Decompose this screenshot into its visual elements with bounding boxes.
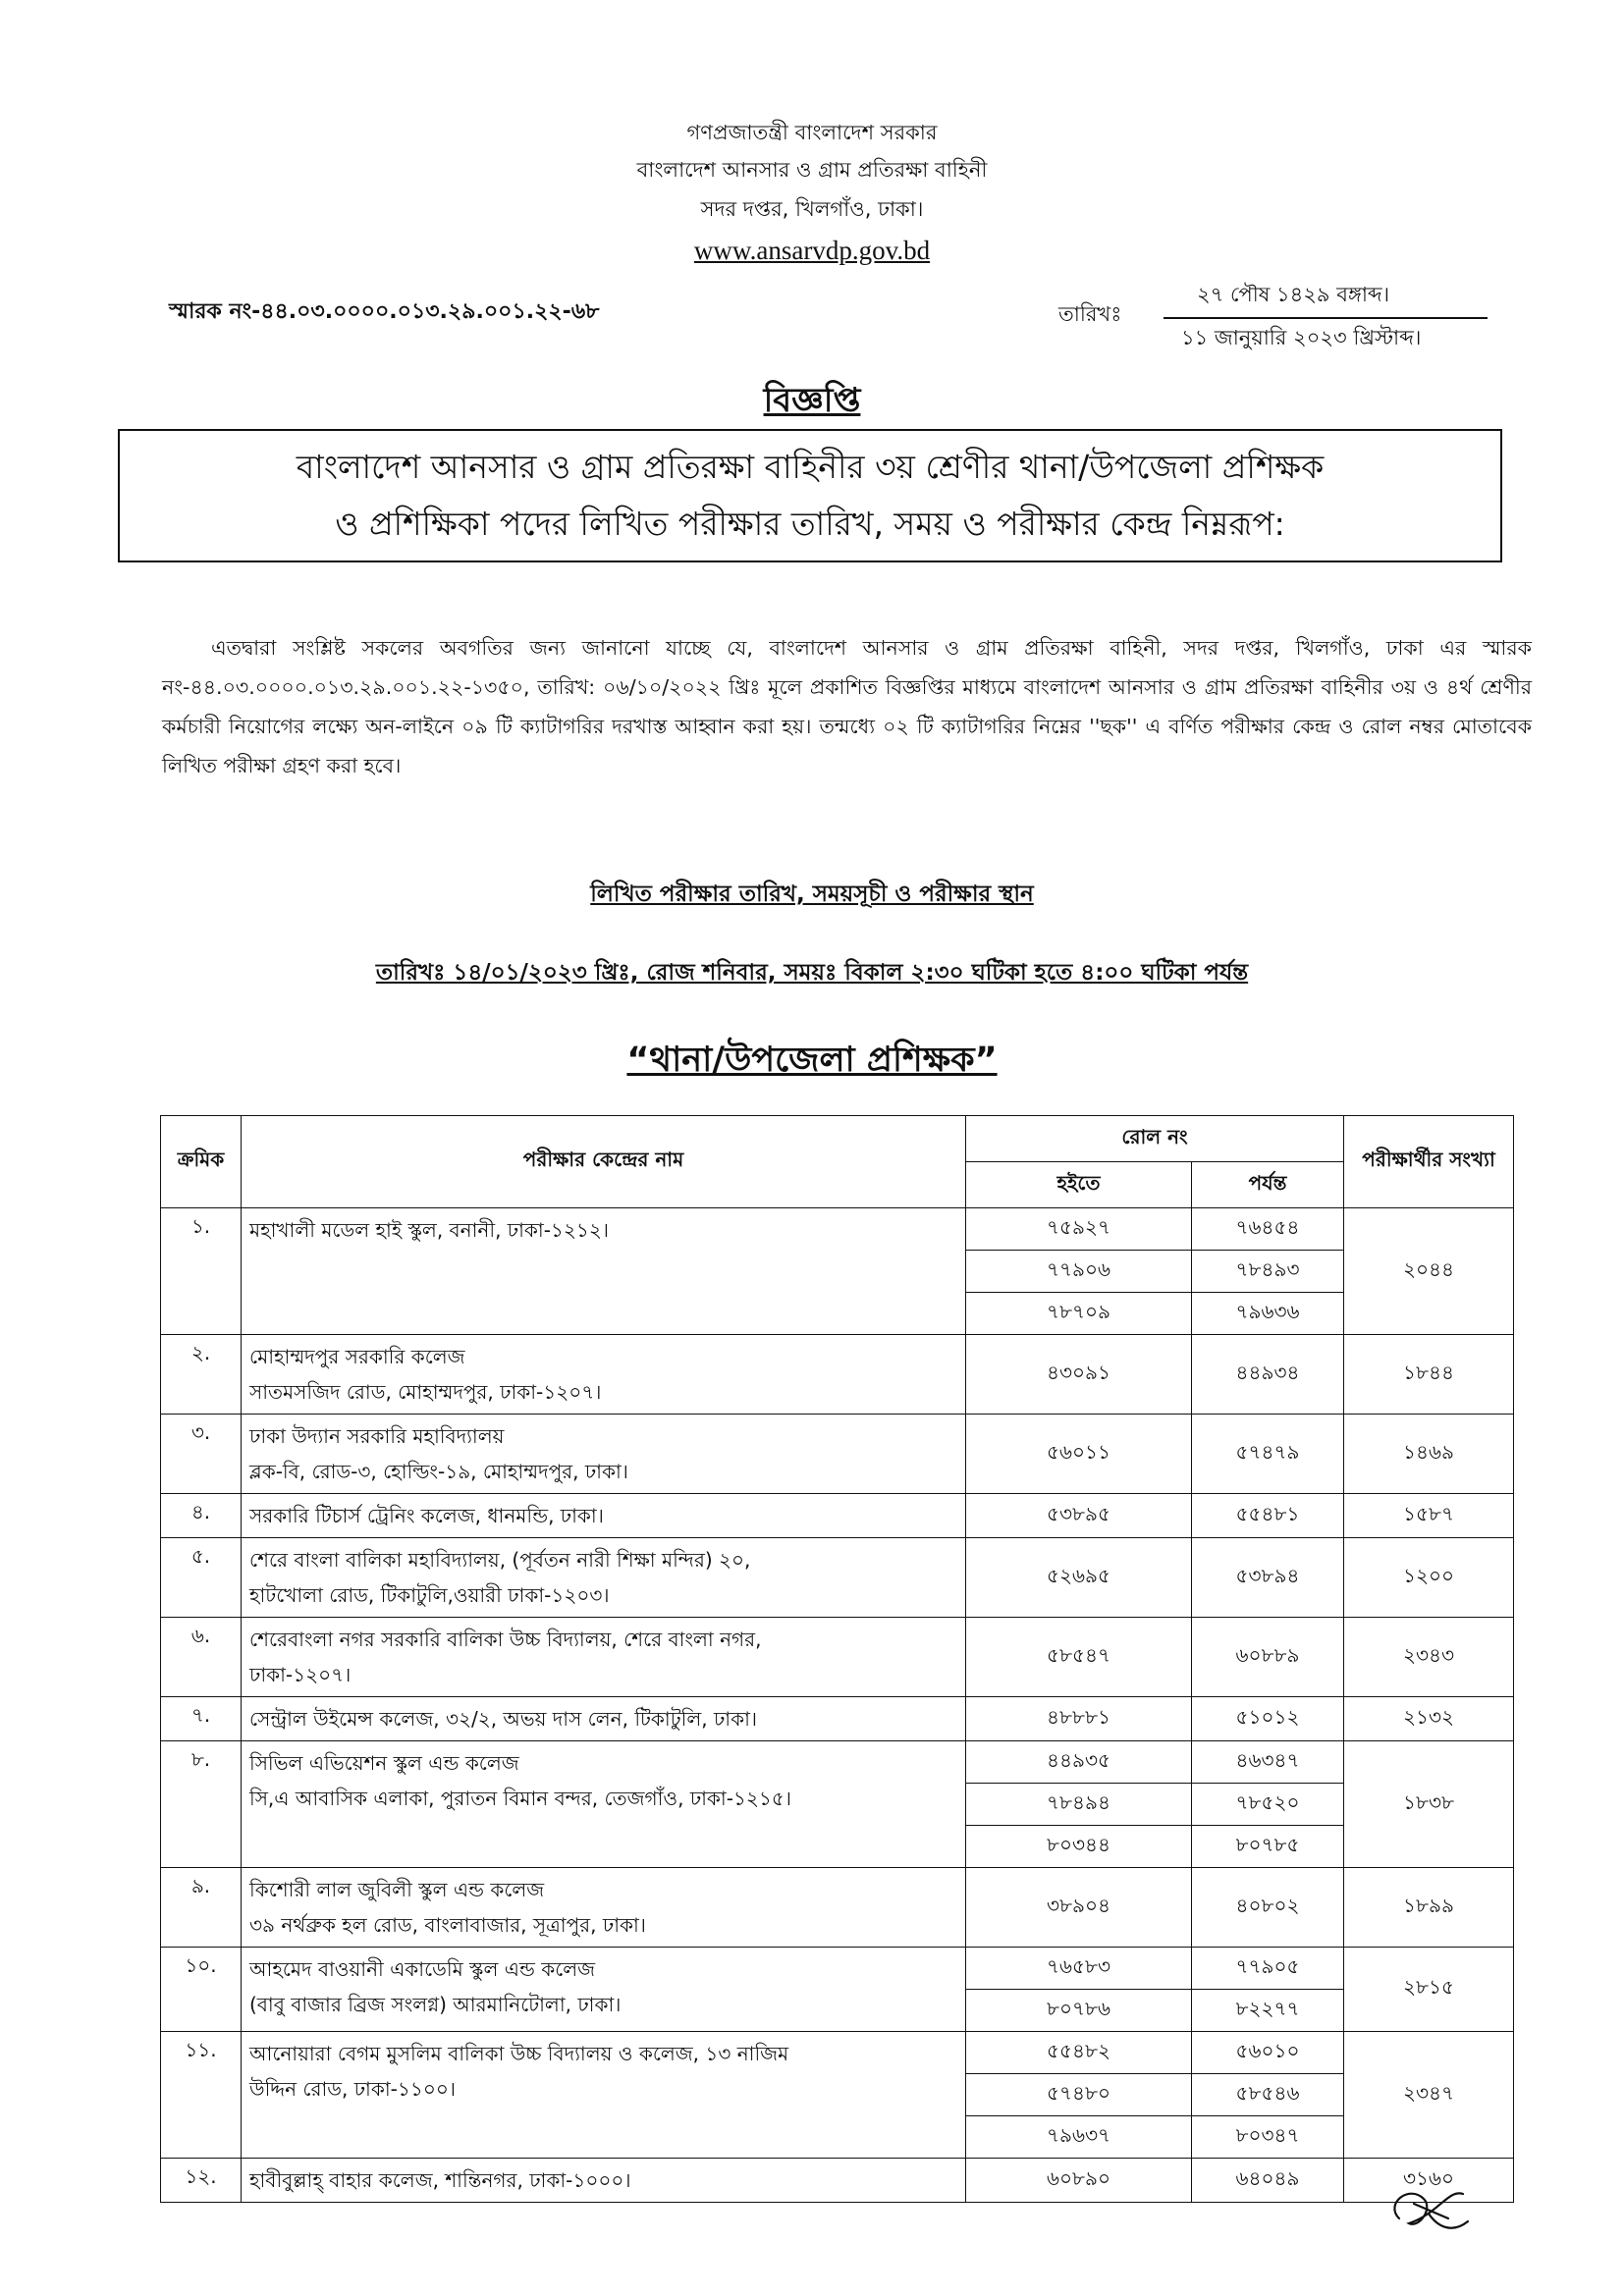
center-name-line: ৩৯ নর্থব্রুক হল রোড, বাংলাবাজার, সূত্রাপুর, ঢাকা।: [249, 1913, 646, 1937]
table-row: [161, 1208, 1514, 1251]
row-center-name: [242, 1868, 966, 1948]
roll-to: ৫৬০১০: [1192, 2032, 1344, 2074]
row-center-name: [242, 1697, 966, 1741]
table-row: [161, 1618, 1514, 1697]
center-name-line: আনোয়ারা বেগম মুসলিম বালিকা উচ্চ বিদ্যালয় ও কলেজ, ১৩ নাজিম: [249, 2042, 789, 2065]
row-total: ৩১৬০: [1344, 2159, 1514, 2203]
roll-from: ৪৩০৯১: [966, 1335, 1192, 1415]
row-total: ২১৩২: [1344, 1697, 1514, 1741]
roll-from: ৪৪৯৩৫: [966, 1741, 1192, 1784]
row-serial: ৮.: [161, 1741, 242, 1868]
table-row: [161, 1868, 1514, 1948]
center-name-line: হাবীবুল্লাহ্‌ বাহার কলেজ, শান্তিনগর, ঢাকা-১০০০।: [249, 2168, 631, 2192]
row-total: ২৩৪৩: [1344, 1618, 1514, 1697]
notice-title: বিজ্ঞপ্তি: [763, 381, 861, 420]
intro-paragraph: এতদ্বারা সংশ্লিষ্ট সকলের অবগতির জন্য জানানো যাচ্ছে যে, বাংলাদেশ আনসার ও গ্রাম প্রতিরক্ষা বাহিনী, সদর দপ্তর, খিলগাঁও, ঢাকা এর স্মারক নং-৪৪.০৩.০০০০.০১৩.২৯.০০১.২২-১৩৫০, তারিখ: ০৬/১০/২০২২ খ্রিঃ মূলে প্রকাশিত বিজ্ঞপ্তির মাধ্যমে বাংলাদেশ আনসার ও গ্রাম প্রতিরক্ষা বাহিনীর ৩য় ও ৪র্থ শ্রেণীর কর্মচারী নিয়োগের লক্ষ্যে অন-লাইনে ০৯ টি ক্যাটাগরির দরখাস্ত আহ্বান করা হয়। তন্মধ্যে ০২ টি ক্যাটাগরির নিম্নের ''ছক'' এ বর্ণিত পরীক্ষার কেন্দ্র ও রোল নম্বর মোতাবেক লিখিত পরীক্ষা গ্রহণ করা হবে।: [162, 636, 1532, 777]
roll-to: ৫৮৫৪৬: [1192, 2074, 1344, 2116]
center-name-line: (বাবু বাজার ব্রিজ সংলগ্ন) আরমানিটোলা, ঢাকা।: [249, 1993, 622, 2016]
table-row: [161, 1494, 1514, 1538]
table-row: [161, 1415, 1514, 1494]
center-name-line: সাতমসজিদ রোড, মোহাম্মদপুর, ঢাকা-১২০৭।: [249, 1380, 602, 1404]
row-center-name: [242, 1208, 966, 1335]
roll-to: ৭৬৪৫৪: [1192, 1208, 1344, 1251]
roll-from: ৪৮৮৮১: [966, 1697, 1192, 1741]
exam-centers-table: [160, 1115, 1514, 2203]
row-center-name: [242, 1494, 966, 1538]
subject-line-2: ও প্রশিক্ষিকা পদের লিখিত পরীক্ষার তারিখ, সময় ও পরীক্ষার কেন্দ্র নিম্নরূপ:: [335, 505, 1285, 543]
section-heading: লিখিত পরীক্ষার তারিখ, সময়সূচী ও পরীক্ষার স্থান: [590, 881, 1034, 907]
roll-to: ৮০৭৮৫: [1192, 1826, 1344, 1868]
center-name-line: সি,এ আবাসিক এলাকা, পুরাতন বিমান বন্দর, তেজগাঁও, ঢাকা-১২১৫।: [249, 1787, 792, 1810]
header-roll: রোল নং: [966, 1116, 1344, 1162]
header-serial: ক্রমিক: [161, 1116, 242, 1208]
row-center-name: [242, 1415, 966, 1494]
row-total: ১৫৮৭: [1344, 1494, 1514, 1538]
row-center-name: [242, 1538, 966, 1618]
row-serial: ১০.: [161, 1948, 242, 2032]
row-total: ১৮৩৮: [1344, 1741, 1514, 1868]
row-total: ১৪৬৯: [1344, 1415, 1514, 1494]
roll-from: ৭৮৭০৯: [966, 1293, 1192, 1335]
memo-number: স্মারক নং-৪৪.০৩.০০০০.০১৩.২৯.০০১.২২-৬৮: [169, 299, 600, 324]
table-row: [161, 1741, 1514, 1784]
center-name-line: ঢাকা-১২০৭।: [249, 1663, 352, 1686]
row-total: ২৩৪৭: [1344, 2032, 1514, 2159]
row-serial: ৫.: [161, 1538, 242, 1618]
center-name-line: সরকারি টিচার্স ট্রেনিং কলেজ, ধানমন্ডি, ঢাকা।: [249, 1504, 604, 1527]
date-bangla: ২৭ পৌষ ১৪২৯ বঙ্গাব্দ।: [1164, 279, 1488, 319]
roll-to: ৬৪০৪৯: [1192, 2159, 1344, 2203]
row-serial: ৪.: [161, 1494, 242, 1538]
row-serial: ১১.: [161, 2032, 242, 2159]
center-name-line: কিশোরী লাল জুবিলী স্কুল এন্ড কলেজ: [249, 1878, 545, 1901]
roll-from: ৫৬০১১: [966, 1415, 1192, 1494]
header-from: হইতে: [966, 1162, 1192, 1208]
row-center-name: [242, 2159, 966, 2203]
row-serial: ৭.: [161, 1697, 242, 1741]
center-name-line: মহাখালী মডেল হাই স্কুল, বনানী, ঢাকা-১২১২।: [249, 1218, 610, 1242]
exam-date: তারিখঃ ১৪/০১/২০২৩ খ্রিঃ, রোজ শনিবার, সময়ঃ বিকাল ২:৩০ ঘটিকা হতে ৪:০০ ঘটিকা পর্যন্ত: [375, 960, 1249, 986]
table-row: [161, 1948, 1514, 1990]
table-row: [161, 1538, 1514, 1618]
notice-title-wrap: [0, 375, 1624, 431]
roll-from: ৭৭৯০৬: [966, 1251, 1192, 1293]
roll-from: ৫৮৫৪৭: [966, 1618, 1192, 1697]
roll-from: ৫৩৮৯৫: [966, 1494, 1192, 1538]
row-total: ২০৪৪: [1344, 1208, 1514, 1335]
roll-from: ৩৮৯০৪: [966, 1868, 1192, 1948]
signature-mark: [1380, 2174, 1478, 2243]
category-title: “থানা/উপজেলা প্রশিক্ষক”: [626, 1041, 998, 1080]
roll-from: ৫৫৪৮২: [966, 2032, 1192, 2074]
roll-from: ৭৮৪৯৪: [966, 1784, 1192, 1826]
row-serial: ২.: [161, 1335, 242, 1415]
header-to: পর্যন্ত: [1192, 1162, 1344, 1208]
roll-to: ৫৭৪৭৯: [1192, 1415, 1344, 1494]
center-name-line: সেন্ট্রাল উইমেন্স কলেজ, ৩২/২, অভয় দাস লেন, টিকাটুলি, ঢাকা।: [249, 1707, 758, 1731]
row-total: ২৮১৫: [1344, 1948, 1514, 2032]
center-name-line: উদ্দিন রোড, ঢাকা-১১০০।: [249, 2077, 456, 2101]
roll-from: ৮০৩৪৪: [966, 1826, 1192, 1868]
roll-to: ৪৪৯৩৪: [1192, 1335, 1344, 1415]
roll-to: ৭৭৯০৫: [1192, 1948, 1344, 1990]
row-serial: ৬.: [161, 1618, 242, 1697]
row-serial: ৯.: [161, 1868, 242, 1948]
row-center-name: [242, 1948, 966, 2032]
org-address: সদর দপ্তর, খিলগাঁও, ঢাকা।: [700, 197, 924, 221]
date-label: তারিখঃ: [1058, 302, 1122, 326]
exam-date-wrap: [0, 954, 1624, 992]
roll-to: ৬০৮৮৯: [1192, 1618, 1344, 1697]
row-center-name: [242, 2032, 966, 2159]
roll-from: ৭৯৬৩৭: [966, 2116, 1192, 2159]
roll-from: ৭৬৫৮৩: [966, 1948, 1192, 1990]
roll-to: ৭৯৬৩৬: [1192, 1293, 1344, 1335]
center-name-line: সিভিল এভিয়েশন স্কুল এন্ড কলেজ: [249, 1751, 519, 1775]
section-heading-wrap: [0, 876, 1624, 914]
roll-to: ৫৫৪৮১: [1192, 1494, 1344, 1538]
center-name-line: মোহাম্মদপুর সরকারি কলেজ: [249, 1345, 465, 1368]
roll-to: ৫৩৮৯৪: [1192, 1538, 1344, 1618]
table-body: [161, 1208, 1514, 2203]
center-name-line: ঢাকা উদ্যান সরকারি মহাবিদ্যালয়: [249, 1424, 505, 1448]
row-total: ১৮৯৯: [1344, 1868, 1514, 1948]
roll-to: ৪৬৩৪৭: [1192, 1741, 1344, 1784]
header-center: পরীক্ষার কেন্দ্রের নাম: [242, 1116, 966, 1208]
table-row: [161, 2032, 1514, 2074]
roll-to: ৪০৮০২: [1192, 1868, 1344, 1948]
row-total: ১৮৪৪: [1344, 1335, 1514, 1415]
row-serial: ১২.: [161, 2159, 242, 2203]
category-title-wrap: [0, 1033, 1624, 1091]
website-link[interactable]: www.ansarvdp.gov.bd: [693, 236, 931, 265]
center-name-line: হাটখোলা রোড, টিকাটুলি,ওয়ারী ঢাকা-১২০৩।: [249, 1583, 610, 1607]
roll-from: ৭৫৯২৭: [966, 1208, 1192, 1251]
roll-to: ৮২২৭৭: [1192, 1990, 1344, 2032]
govt-name: গণপ্রজাতন্ত্রী বাংলাদেশ সরকার: [686, 121, 938, 144]
row-serial: ১.: [161, 1208, 242, 1335]
roll-from: ৫২৬৯৫: [966, 1538, 1192, 1618]
table-row: [161, 1697, 1514, 1741]
center-name-line: শেরেবাংলা নগর সরকারি বালিকা উচ্চ বিদ্যালয়, শেরে বাংলা নগর,: [249, 1628, 762, 1651]
org-name: বাংলাদেশ আনসার ও গ্রাম প্রতিরক্ষা বাহিনী: [636, 158, 988, 182]
center-name-line: আহমেদ বাওয়ানী একাডেমি স্কুল এন্ড কলেজ: [249, 1957, 596, 1981]
subject-line-1: বাংলাদেশ আনসার ও গ্রাম প্রতিরক্ষা বাহিনীর ৩য় শ্রেণীর থানা/উপজেলা প্রশিক্ষক: [296, 448, 1325, 486]
roll-to: ৭৮৫২০: [1192, 1784, 1344, 1826]
roll-to: ৮০৩৪৭: [1192, 2116, 1344, 2159]
roll-from: ৬০৮৯০: [966, 2159, 1192, 2203]
header-total: পরীক্ষার্থীর সংখ্যা: [1344, 1116, 1514, 1208]
table-row: [161, 2159, 1514, 2203]
roll-to: ৫১০১২: [1192, 1697, 1344, 1741]
center-name-line: শেরে বাংলা বালিকা মহাবিদ্যালয়, (পূর্বতন নারী শিক্ষা মন্দির) ২০,: [249, 1548, 751, 1572]
center-name-line: ব্লক-বি, রোড-৩, হোল্ডিং-১৯, মোহাম্মদপুর, ঢাকা।: [249, 1460, 628, 1483]
roll-from: ৮০৭৮৬: [966, 1990, 1192, 2032]
row-center-name: [242, 1618, 966, 1697]
row-center-name: [242, 1741, 966, 1868]
date-gregorian: ১১ জানুয়ারি ২০২৩ খ্রিস্টাব্দ।: [1181, 326, 1422, 349]
row-serial: ৩.: [161, 1415, 242, 1494]
roll-to: ৭৮৪৯৩: [1192, 1251, 1344, 1293]
row-center-name: [242, 1335, 966, 1415]
table-row: [161, 1335, 1514, 1415]
subject-box: [118, 429, 1502, 562]
roll-from: ৫৭৪৮০: [966, 2074, 1192, 2116]
row-total: ১২০০: [1344, 1538, 1514, 1618]
